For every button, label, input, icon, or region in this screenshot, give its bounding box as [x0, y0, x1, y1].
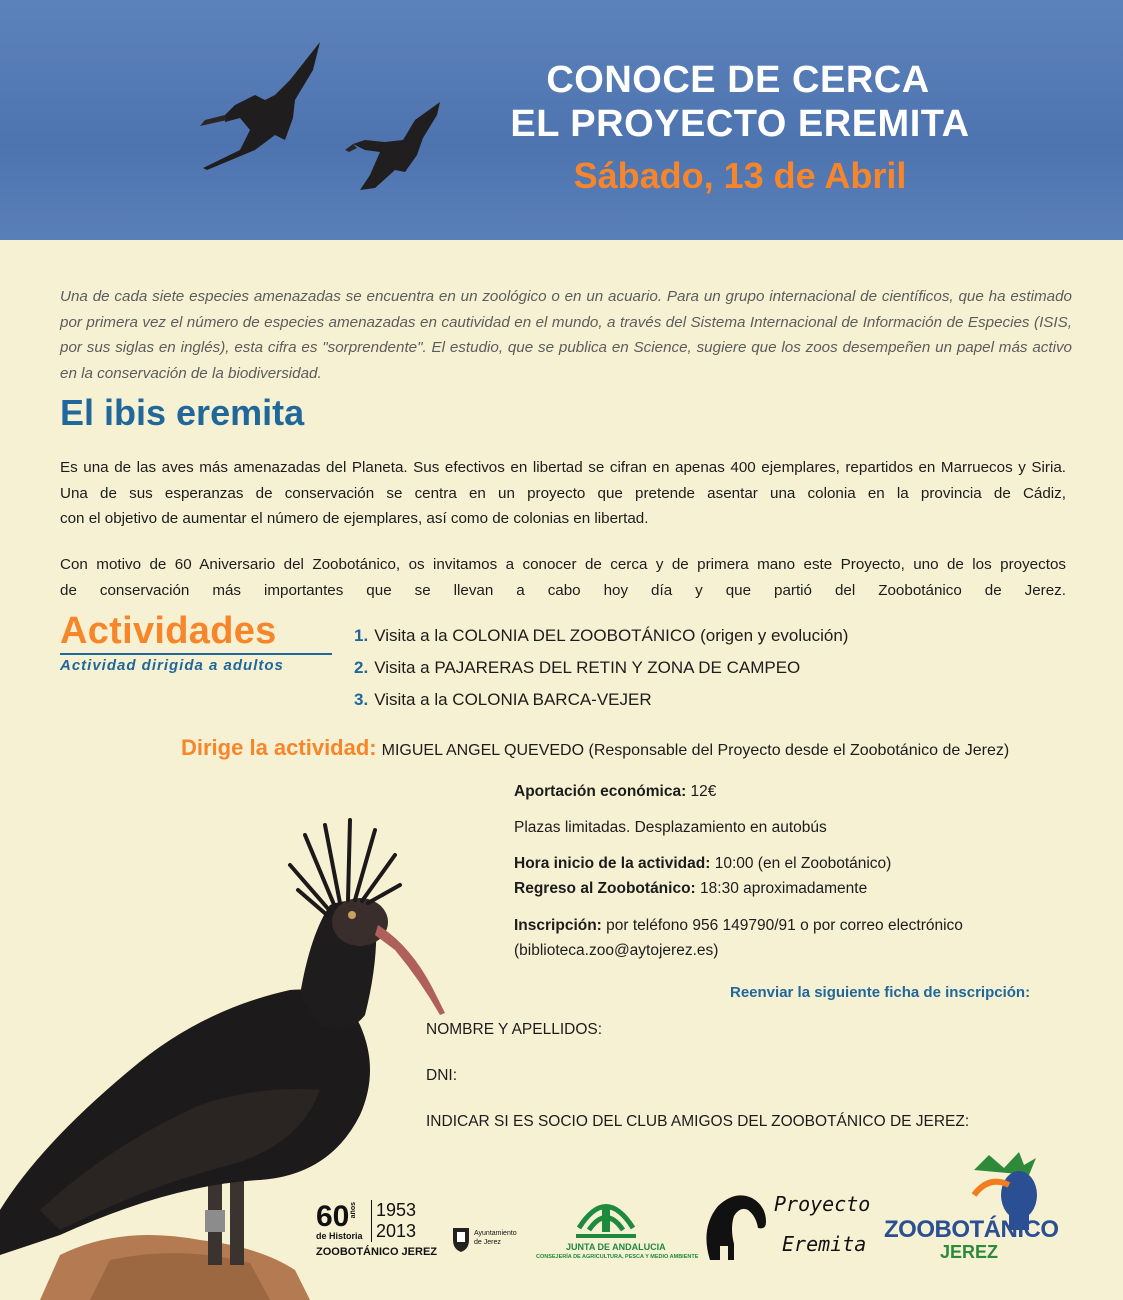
logo-zoobotanico-jerez	[884, 1150, 1064, 1270]
item-number: 3.	[354, 690, 369, 709]
item-text: Visita a PAJARERAS DEL RETIN Y ZONA DE CAMPEO	[374, 658, 801, 677]
hora-line	[514, 851, 891, 876]
item-text: Visita a la COLONIA DEL ZOOBOTÁNICO (origen y evolución)	[374, 626, 849, 645]
hora-label: Hora inicio de la actividad:	[514, 855, 711, 872]
logo-ayuntamiento	[452, 1226, 522, 1266]
reenviar-heading: Reenviar la siguiente ficha de inscripción:	[730, 984, 1031, 1001]
event-date: Sábado, 13 de Abril	[573, 155, 907, 196]
logo-junta-andalucia	[536, 1190, 699, 1265]
actividades-title: Actividades	[60, 610, 277, 652]
ibis-paragraph-2-text: de conservación más importantes que se llevan a cabo hoy día y que partió del Zoobotánico de Jerez.	[60, 581, 1066, 599]
dirige-line	[181, 735, 1009, 761]
header-banner	[0, 0, 1123, 240]
regreso-line	[514, 876, 867, 901]
zoo-line1: ZOOBOTÁNICO	[884, 1216, 1059, 1243]
ibis-paragraph-1-last-line: con el objetivo de aumentar el número de ejemplares, así como de colonias en libertad.	[60, 510, 649, 527]
eremita-line2: Eremita	[782, 1232, 867, 1256]
actividades-subtitle: Actividad dirigida a adultos	[60, 657, 284, 674]
inscripcion-line	[514, 913, 963, 938]
form-field-dni: DNI:	[426, 1067, 457, 1084]
form-field-socio: INDICAR SI ES SOCIO DEL CLUB AMIGOS DEL ZOOBOTÁNICO DE JEREZ:	[426, 1113, 970, 1130]
logo-proyecto-eremita	[700, 1188, 880, 1268]
logo-60-anos-text: años	[350, 1202, 357, 1219]
email-link[interactable]: (biblioteca.zoo@aytojerez.es)	[514, 942, 719, 959]
ayuntamiento-line2: de Jerez	[474, 1239, 501, 1246]
aportacion-label: Aportación económica:	[514, 783, 687, 800]
ibis-paragraph-1-text: Es una de las aves más amenazadas del Planeta. Sus efectivos en libertad se cifran en apenas 400 ejemplares, repartidos en Marruecos y Siria. Una de sus esperanzas de conservación se centra en un proyecto que pretende asentar una colonia en la provincia de Cádiz,	[60, 459, 1066, 502]
flying-ibis-image	[195, 40, 330, 170]
logo-60-historia: de Historia	[316, 1231, 363, 1241]
eremita-bird-silhouette-icon	[700, 1188, 770, 1268]
eremita-line1: Proyecto	[774, 1192, 871, 1216]
logo-60-divider	[371, 1200, 372, 1242]
header-title-line2: EL PROYECTO EREMITA	[510, 103, 970, 145]
actividades-list	[354, 620, 848, 716]
inscripcion-value: por teléfono 956 149790/91 o por correo electrónico	[601, 917, 963, 934]
item-number: 1.	[354, 626, 369, 645]
ibis-paragraph-1	[60, 455, 1066, 532]
junta-line1: JUNTA DE ANDALUCIA	[566, 1242, 666, 1252]
item-number: 2.	[354, 658, 369, 677]
inscripcion-label: Inscripción:	[514, 917, 602, 934]
intro-text: Una de cada siete especies amenazadas se encuentra en un zoológico o en un acuario. Para un grupo internacional de científicos, que ha estimado por primera vez el número de especies amenazadas en cautividad en el mundo, a través del Sistema Internacional de Información de Especies (ISIS, por sus siglas en inglés), esta cifra es "sorprendente". El estudio, que se publica en Science, sugiere que los zoos desempeñen un papel más activo en la conservación de la biodiversidad.	[60, 288, 1072, 382]
logo-60-number: 60	[316, 1200, 350, 1233]
logo-60-name: ZOOBOTÁNICO JEREZ	[316, 1246, 438, 1258]
aportacion-line	[514, 779, 716, 804]
dirige-text: MIGUEL ANGEL QUEVEDO (Responsable del Proyecto desde el Zoobotánico de Jerez)	[381, 742, 1010, 759]
plazas-line: Plazas limitadas. Desplazamiento en autobús	[514, 819, 827, 836]
section-title-ibis: El ibis eremita	[60, 392, 305, 433]
ayuntamiento-line1: Ayuntamiento	[474, 1230, 517, 1237]
junta-emblem-icon	[571, 1190, 641, 1240]
list-item	[354, 652, 848, 684]
item-text: Visita a la COLONIA BARCA-VEJER	[374, 690, 652, 709]
list-item	[354, 684, 848, 716]
dirige-label: Dirige la actividad:	[181, 735, 377, 760]
hora-value: 10:00 (en el Zoobotánico)	[710, 855, 892, 872]
ibis-paragraph-2-first-line: Con motivo de 60 Aniversario del Zoobotánico, os invitamos a conocer de cerca y de primera mano este Proyecto, uno de los proyectos	[60, 556, 1066, 573]
regreso-label: Regreso al Zoobotánico:	[514, 880, 696, 897]
logo-60-year2: 2013	[376, 1221, 417, 1241]
regreso-value: 18:30 aproximadamente	[695, 880, 868, 897]
junta-line2: CONSEJERÍA DE AGRICULTURA, PESCA Y MEDIO AMBIENTE	[536, 1254, 699, 1260]
form-field-nombre: NOMBRE Y APELLIDOS:	[426, 1021, 603, 1038]
logo-60-anos	[316, 1200, 436, 1260]
logo-60-year1: 1953	[376, 1200, 417, 1220]
zoo-line2: JEREZ	[940, 1242, 999, 1262]
ibis-paragraph-2	[60, 552, 1066, 603]
actividades-divider	[60, 653, 332, 655]
list-item	[354, 620, 848, 652]
ayuntamiento-shield-icon	[452, 1226, 470, 1252]
header-title-line1: CONOCE DE CERCA	[546, 59, 930, 101]
aportacion-value: 12€	[686, 783, 717, 800]
